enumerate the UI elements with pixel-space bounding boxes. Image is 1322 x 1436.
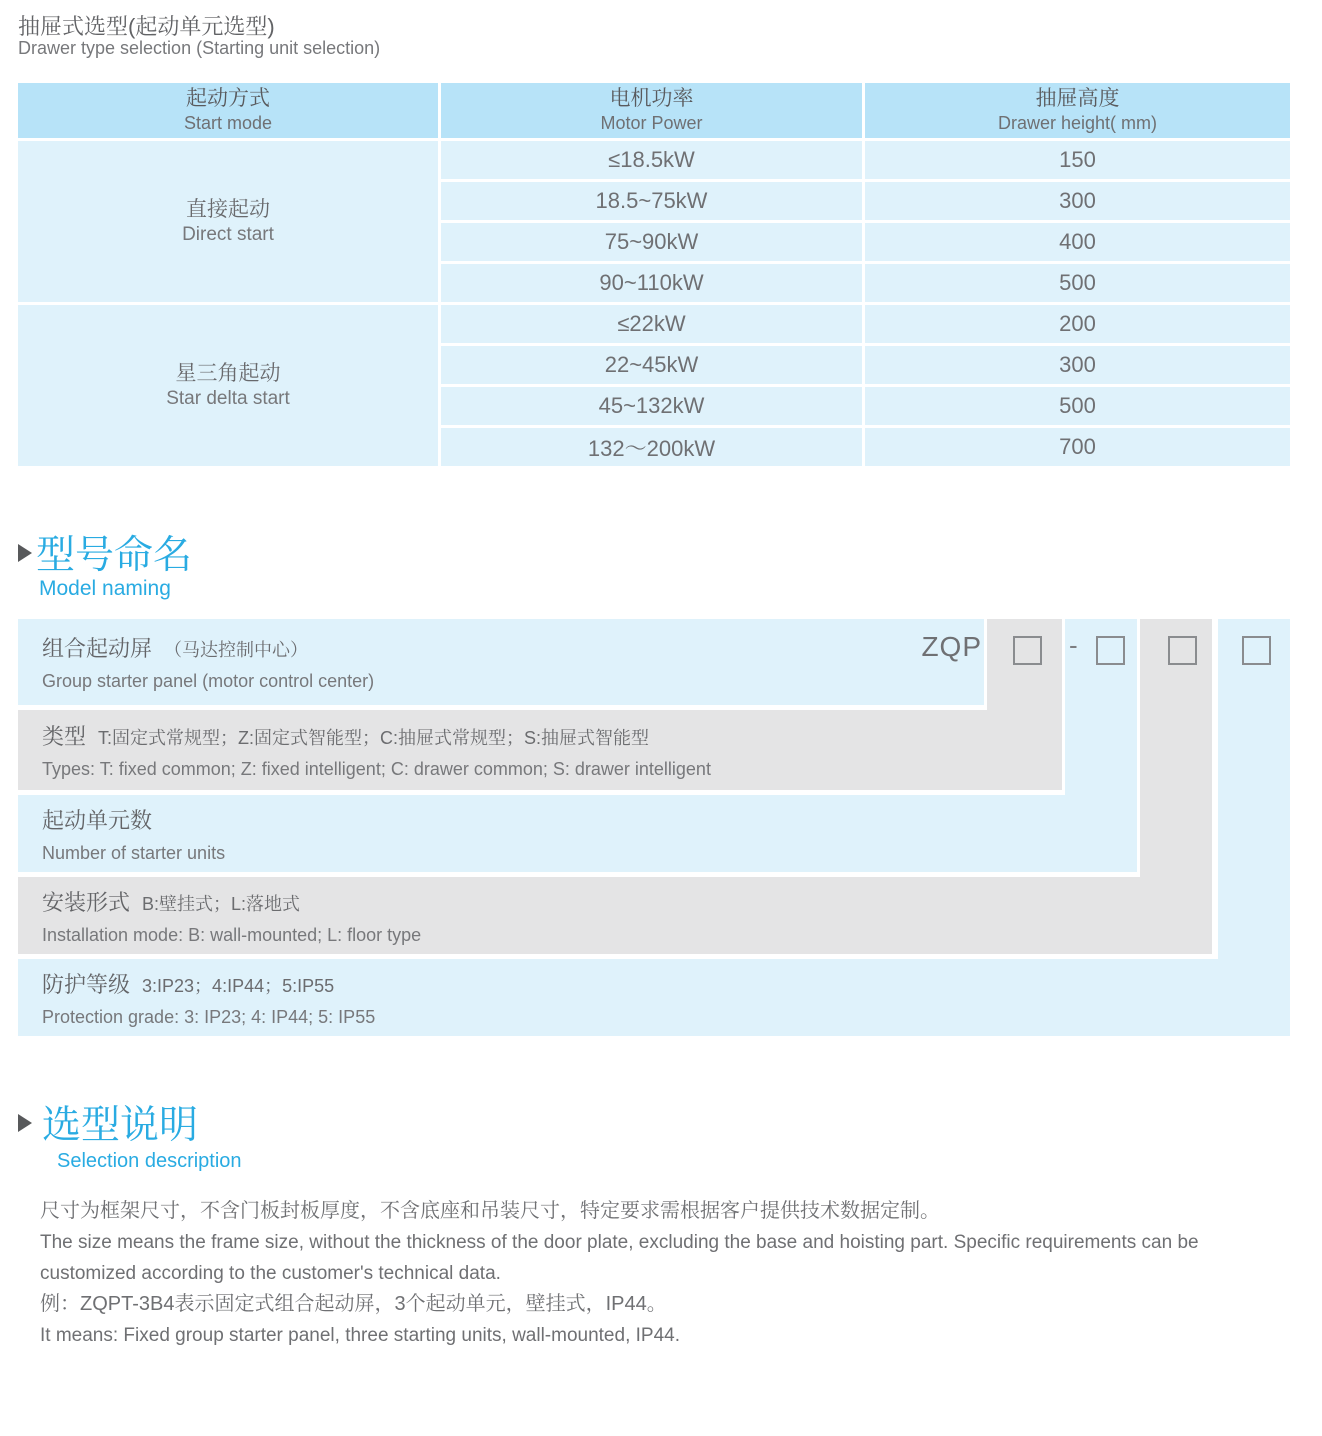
- band-protection-grade: [18, 959, 1290, 1036]
- table-header-row: [18, 83, 1290, 138]
- start-mode-direct-cn: 直接起动: [186, 197, 270, 221]
- selection-description-paragraph: [40, 1196, 1295, 1351]
- table-body: [18, 141, 1290, 466]
- band4-cn-main: 安装形式: [42, 889, 131, 915]
- code-column-protection: [1218, 619, 1290, 959]
- model-code-box-type: [1013, 636, 1042, 665]
- section-heading-model-naming-en: Model naming: [39, 577, 171, 600]
- section-heading-model-naming-cn: 型号命名: [36, 534, 193, 577]
- table-cell-height: 300: [865, 182, 1290, 220]
- page-title-en: Drawer type selection (Starting unit selection): [18, 38, 381, 58]
- header-drawer-height: [865, 83, 1290, 138]
- table-cell-power: ≤22kW: [441, 305, 862, 343]
- description-line: 尺寸为框架尺寸，不含门板封板厚度，不含底座和吊装尺寸，特定要求需根据客户提供技术数据定制。: [40, 1200, 940, 1222]
- start-mode-direct-en: Direct start: [182, 223, 274, 245]
- band3-cn-main: 起动单元数: [42, 807, 153, 833]
- table-cell-height: 700: [865, 428, 1290, 466]
- band2-cn-sub: T:固定式常规型；Z:固定式智能型；C:抽屉式常规型；S:抽屉式智能型: [98, 728, 650, 748]
- table-cell-height: 200: [865, 305, 1290, 343]
- table-cell-power: 45~132kW: [441, 387, 862, 425]
- description-line: customized according to the customer's technical data.: [40, 1263, 501, 1284]
- start-mode-star-delta-cn: 星三角起动: [175, 361, 281, 385]
- table-cell-power: 132～200kW: [441, 428, 862, 466]
- model-code-box-protection: [1242, 636, 1271, 665]
- band-starter-units: [18, 795, 1137, 872]
- band1-cn-main: 组合起动屏: [42, 636, 153, 661]
- band1-en: Group starter panel (motor control center): [42, 671, 375, 691]
- band4-en: Installation mode: B: wall-mounted; L: floor type: [42, 924, 422, 945]
- table-cell-power: 90~110kW: [441, 264, 862, 302]
- section-marker-icon: [18, 1114, 32, 1132]
- table-cell-height: 500: [865, 264, 1290, 302]
- page-title-cn: 抽屉式选型(起动单元选型): [18, 14, 275, 39]
- band-installation-mode: [18, 877, 1212, 954]
- band5-cn-sub: 3:IP23；4:IP44；5:IP55: [142, 975, 335, 996]
- table-cell-height: 400: [865, 223, 1290, 261]
- table-cell-power: 75~90kW: [441, 223, 862, 261]
- model-code-dash: -: [1069, 630, 1078, 660]
- model-prefix-label: ZQP: [921, 631, 982, 662]
- band5-cn-main: 防护等级: [42, 971, 131, 997]
- band1-cn-sub: （马达控制中心）: [164, 640, 309, 660]
- band2-cn-main: 类型: [42, 724, 87, 749]
- table-cell-height: 300: [865, 346, 1290, 384]
- band4-cn-sub: B:壁挂式；L:落地式: [142, 893, 301, 914]
- description-line: The size means the frame size, without the thickness of the door plate, excluding the base and hoisting part. Specific requirements can be: [40, 1232, 1199, 1253]
- section-marker-icon: [18, 544, 32, 562]
- section-heading-selection-description-cn: 选型说明: [42, 1104, 199, 1147]
- drawer-selection-table: [18, 83, 1290, 466]
- header-motor-power-en: Motor Power: [600, 113, 703, 134]
- start-mode-star-delta-en: Star delta start: [166, 387, 290, 409]
- header-start-mode-cn: 起动方式: [186, 87, 270, 111]
- band3-en: Number of starter units: [42, 842, 226, 863]
- table-cell-height: 150: [865, 141, 1290, 179]
- band5-en: Protection grade: 3: IP23; 4: IP44; 5: IP55: [42, 1006, 376, 1027]
- header-motor-power-cn: 电机功率: [609, 87, 694, 111]
- header-drawer-height-en: Drawer height( mm): [997, 113, 1158, 134]
- start-mode-cell-direct: [18, 141, 438, 302]
- section-heading-selection-description-en: Selection description: [57, 1150, 242, 1172]
- band-group-starter-panel: [18, 619, 984, 705]
- header-drawer-height-cn: 抽屉高度: [1035, 87, 1120, 111]
- table-cell-power: 18.5~75kW: [441, 182, 862, 220]
- header-start-mode-en: Start mode: [183, 113, 273, 134]
- band2-en: Types: T: fixed common; Z: fixed intelligent; C: drawer common; S: drawer intelligent: [42, 759, 711, 779]
- table-cell-power: 22~45kW: [441, 346, 862, 384]
- model-code-box-installation: [1168, 636, 1197, 665]
- band-types: [18, 710, 1062, 790]
- table-cell-power: ≤18.5kW: [441, 141, 862, 179]
- description-line: 例：ZQPT-3B4表示固定式组合起动屏，3个起动单元，壁挂式，IP44。: [40, 1293, 667, 1315]
- model-code-box-units: [1096, 636, 1125, 665]
- table-cell-height: 500: [865, 387, 1290, 425]
- header-motor-power: [441, 83, 862, 138]
- start-mode-cell-star-delta: [18, 305, 438, 466]
- description-line: It means: Fixed group starter panel, three starting units, wall-mounted, IP44.: [40, 1325, 680, 1346]
- model-naming-diagram: [18, 619, 1290, 1037]
- header-start-mode: [18, 83, 438, 138]
